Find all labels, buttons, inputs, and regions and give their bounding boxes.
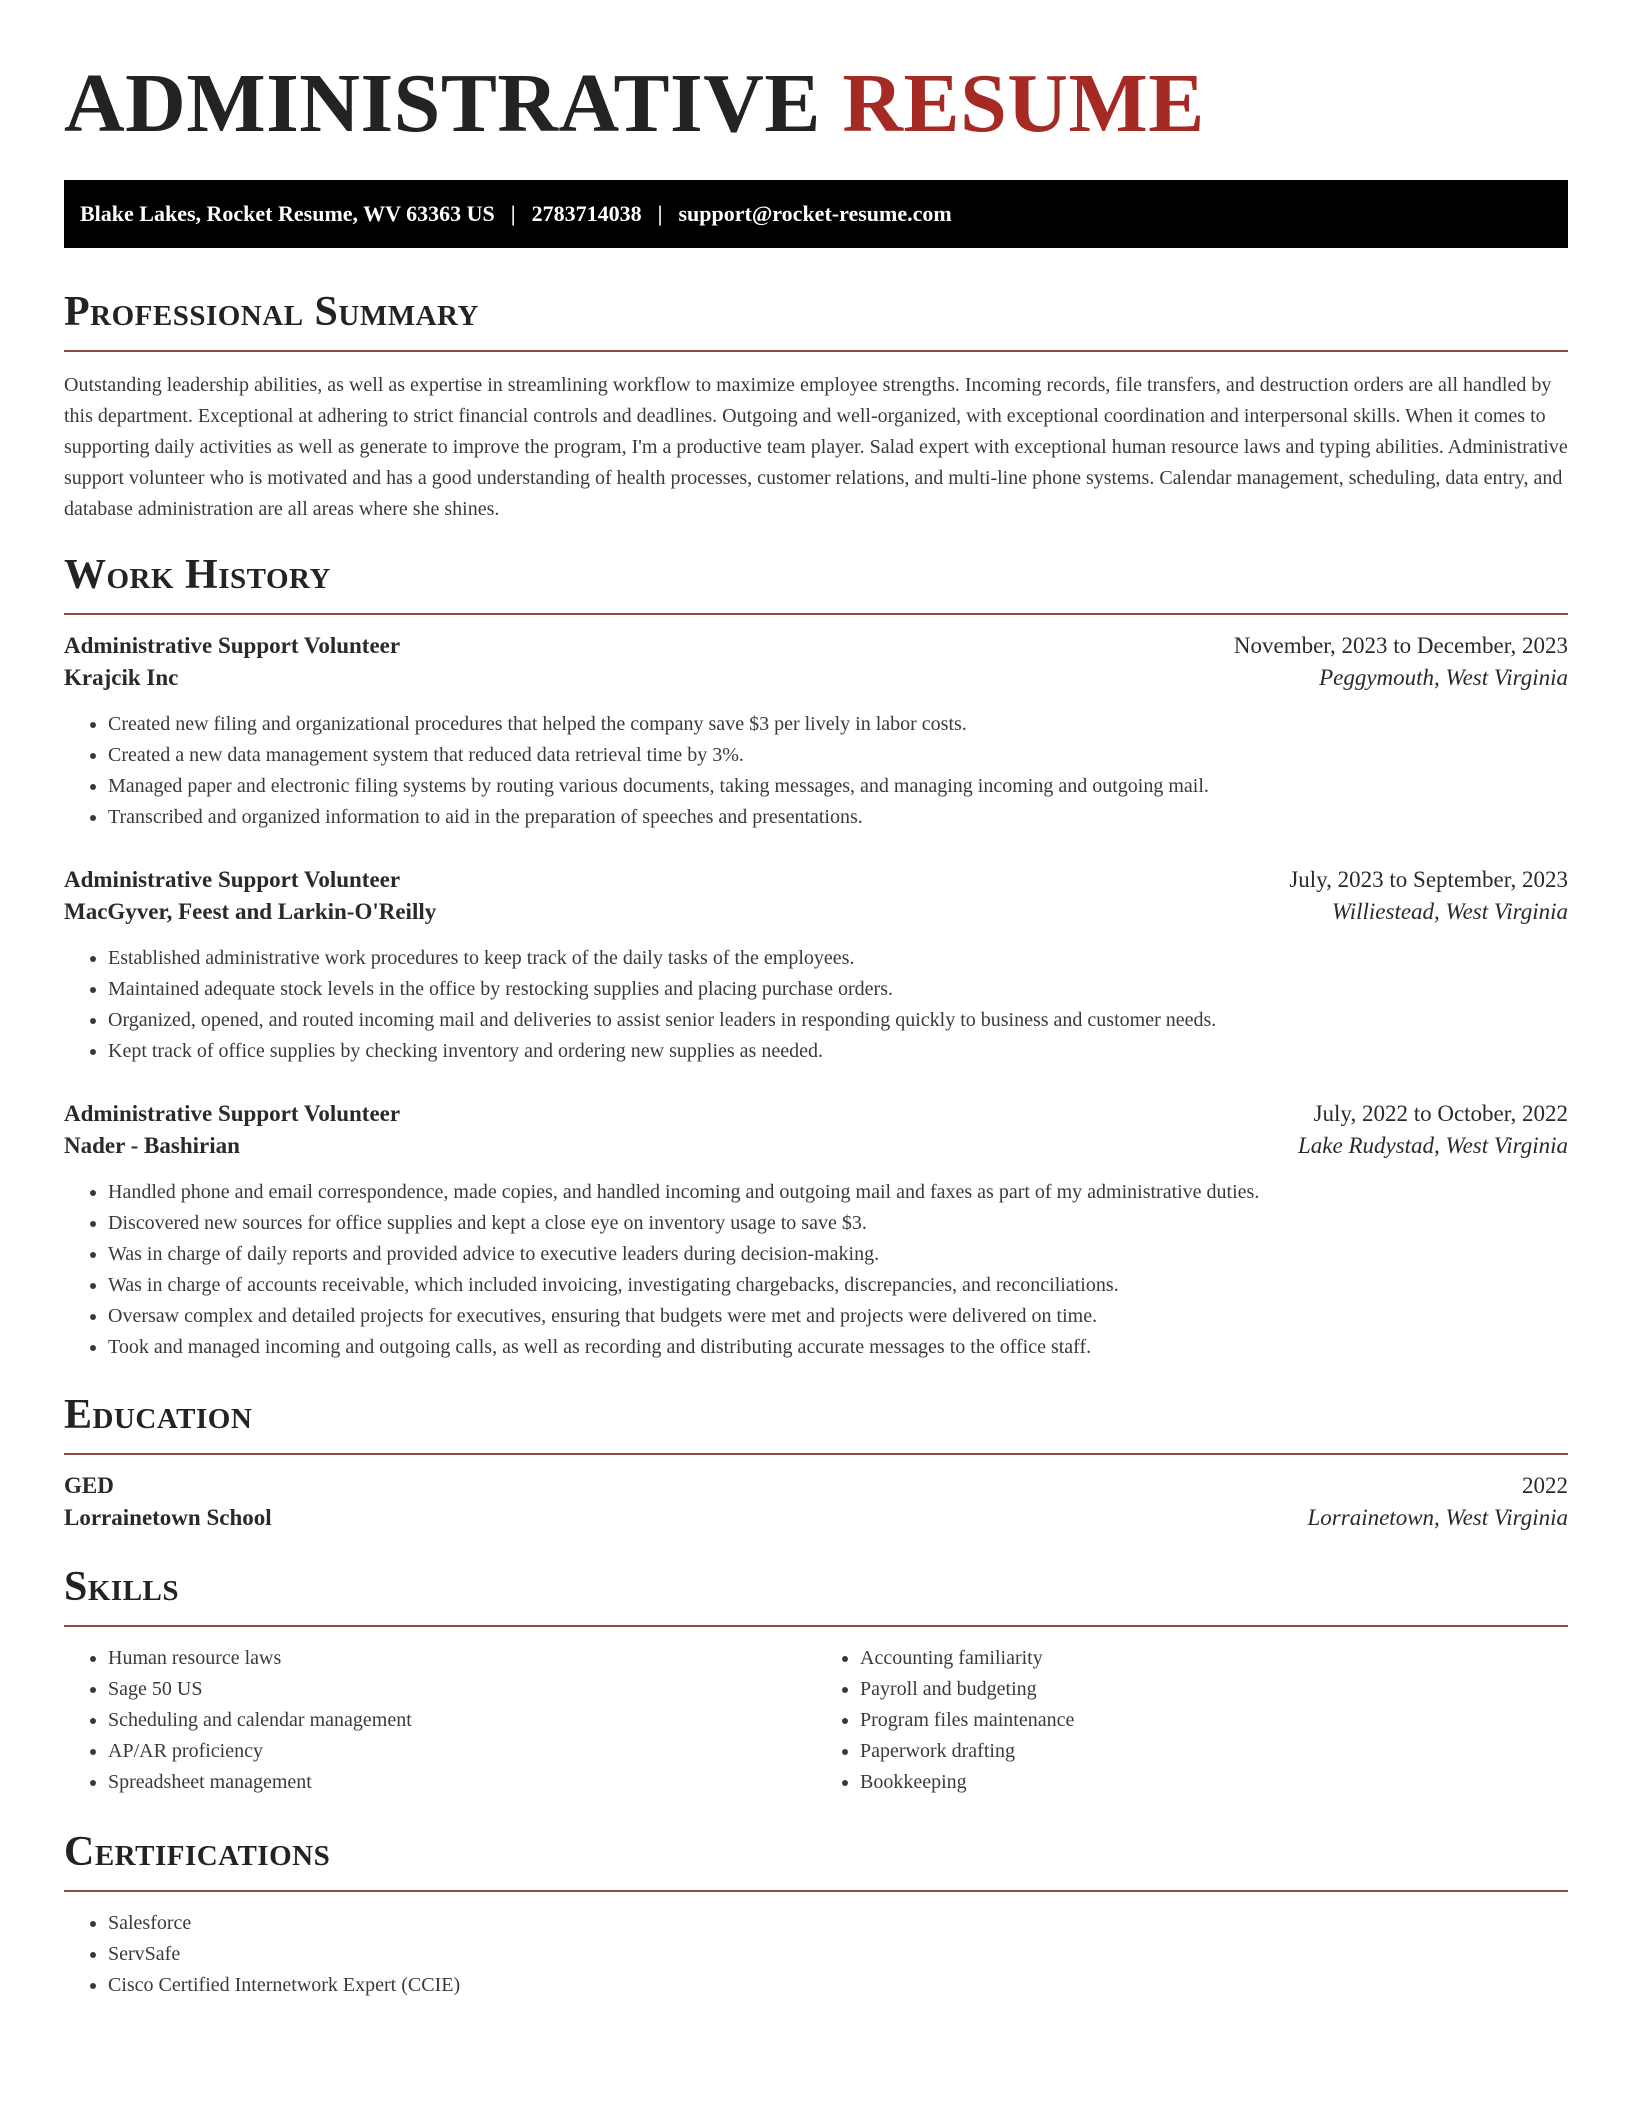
- list-item: • Established administrative work procedures to keep track of the daily tasks of the employees.: [108, 943, 1568, 974]
- certifications-section: [64, 1826, 1568, 2001]
- contact-bar: [64, 180, 1568, 248]
- skill-item: • Program files maintenance: [860, 1705, 1568, 1736]
- job-title: Administrative Support Volunteer: [64, 867, 401, 892]
- summary-text: Outstanding leadership abilities, as well as expertise in streamlining workflow to maximize employee strengths. Incoming records, file transfers, and destruction orders are all handled by this department. Exceptional at adhering to strict financial controls and deadlines. Outgoing and well-organized, with exceptional coordination and interpersonal skills. When it comes to supporting daily activities as well as generate to improve the program, I'm a productive team player. Salad expert with exceptional human resource laws and typing abilities. Administrative support volunteer who is motivated and has a good understanding of health processes, customer relations, and multi-line phone systems. Calendar management, scheduling, data entry, and database administration are all areas where she shines.: [64, 374, 1568, 520]
- section-divider: [64, 1625, 1568, 1627]
- resume-title: [64, 0, 1568, 150]
- section-heading: Certifications: [64, 1829, 331, 1875]
- list-item: • Took and managed incoming and outgoing calls, as well as recording and distributing accurate messages to the office staff.: [108, 1332, 1568, 1363]
- list-item: • Was in charge of accounts receivable, which included invoicing, investigating chargebacks, discrepancies, and reconciliations.: [108, 1270, 1568, 1301]
- list-item: • Created new filing and organizational procedures that helped the company save $3 per lively in labor costs.: [108, 709, 1568, 740]
- job-company: Nader - Bashirian: [64, 1133, 240, 1158]
- skill-item: • Payroll and budgeting: [860, 1674, 1568, 1705]
- title-part-1: ADMINISTRATIVE: [64, 57, 821, 150]
- skill-item: • Spreadsheet management: [108, 1767, 816, 1798]
- job-title: Administrative Support Volunteer: [64, 1101, 401, 1126]
- certification-item: • Salesforce: [108, 1908, 1568, 1939]
- section-heading: Professional Summary: [64, 289, 479, 335]
- job-location: Lake Rudystad, West Virginia: [1297, 1133, 1568, 1158]
- contact-email: support@rocket-resume.com: [678, 201, 952, 226]
- job-entry: [64, 867, 1568, 1067]
- skill-item: • Scheduling and calendar management: [108, 1705, 816, 1736]
- section-heading: Skills: [64, 1564, 180, 1610]
- job-bullets: [64, 709, 1568, 833]
- skill-item: • Sage 50 US: [108, 1674, 816, 1705]
- job-company: MacGyver, Feest and Larkin-O'Reilly: [64, 899, 437, 924]
- list-item: • Handled phone and email correspondence, made copies, and handled incoming and outgoing mail and faxes as part of my administrative duties.: [108, 1177, 1568, 1208]
- list-item: • Managed paper and electronic filing systems by routing various documents, taking messages, and managing incoming and outgoing mail.: [108, 771, 1568, 802]
- list-item: • Oversaw complex and detailed projects for executives, ensuring that budgets were met and projects were delivered on time.: [108, 1301, 1568, 1332]
- section-divider: [64, 350, 1568, 352]
- skill-item: • Paperwork drafting: [860, 1736, 1568, 1767]
- skills-list-right: [816, 1643, 1568, 1798]
- contact-address: Blake Lakes, Rocket Resume, WV 63363 US: [80, 201, 495, 226]
- education-school: Lorrainetown School: [64, 1505, 272, 1530]
- job-dates: July, 2023 to September, 2023: [1289, 867, 1568, 892]
- list-item: • Was in charge of daily reports and provided advice to executive leaders during decision-making.: [108, 1239, 1568, 1270]
- education-year: 2022: [1522, 1473, 1568, 1498]
- skills-section: [64, 1561, 1568, 1798]
- list-item: • Kept track of office supplies by checking inventory and ordering new supplies as needed.: [108, 1036, 1568, 1067]
- skills-columns: [64, 1643, 1568, 1798]
- job-bullets: [64, 943, 1568, 1067]
- contact-phone: 2783714038: [531, 201, 642, 226]
- contact-separator: |: [657, 201, 663, 226]
- job-location: Peggymouth, West Virginia: [1319, 665, 1568, 690]
- job-company: Krajcik Inc: [64, 665, 179, 690]
- job-entry: [64, 633, 1568, 833]
- job-entry: [64, 1101, 1568, 1363]
- job-location: Williestead, West Virginia: [1331, 899, 1568, 924]
- job-dates: November, 2023 to December, 2023: [1233, 633, 1568, 658]
- section-divider: [64, 1453, 1568, 1455]
- job-bullets: [64, 1177, 1568, 1363]
- skill-item: • Human resource laws: [108, 1643, 816, 1674]
- list-item: • Transcribed and organized information to aid in the preparation of speeches and presentations.: [108, 802, 1568, 833]
- certification-item: • ServSafe: [108, 1939, 1568, 1970]
- skill-item: • Bookkeeping: [860, 1767, 1568, 1798]
- section-heading: Work History: [64, 552, 331, 598]
- education-section: [64, 1389, 1568, 1531]
- list-item: • Discovered new sources for office supplies and kept a close eye on inventory usage to save $3.: [108, 1208, 1568, 1239]
- summary-section: [64, 286, 1568, 525]
- certifications-list: [64, 1908, 1568, 2001]
- title-part-2: RESUME: [842, 57, 1205, 150]
- list-item: • Maintained adequate stock levels in the office by restocking supplies and placing purchase orders.: [108, 974, 1568, 1005]
- job-dates: July, 2022 to October, 2022: [1313, 1101, 1568, 1126]
- section-heading: Education: [64, 1392, 253, 1438]
- education-degree: GED: [64, 1473, 114, 1498]
- section-divider: [64, 1890, 1568, 1892]
- contact-separator: |: [510, 201, 516, 226]
- skill-item: • Accounting familiarity: [860, 1643, 1568, 1674]
- list-item: • Organized, opened, and routed incoming mail and deliveries to assist senior leaders in responding quickly to business and customer needs.: [108, 1005, 1568, 1036]
- work-history-section: [64, 549, 1568, 1363]
- certification-item: • Cisco Certified Internetwork Expert (CCIE): [108, 1970, 1568, 2001]
- skill-item: • AP/AR proficiency: [108, 1736, 816, 1767]
- list-item: • Created a new data management system that reduced data retrieval time by 3%.: [108, 740, 1568, 771]
- job-title: Administrative Support Volunteer: [64, 633, 401, 658]
- education-location: Lorrainetown, West Virginia: [1307, 1505, 1568, 1530]
- section-divider: [64, 613, 1568, 615]
- education-entry: [64, 1473, 1568, 1531]
- skills-list-left: [64, 1643, 816, 1798]
